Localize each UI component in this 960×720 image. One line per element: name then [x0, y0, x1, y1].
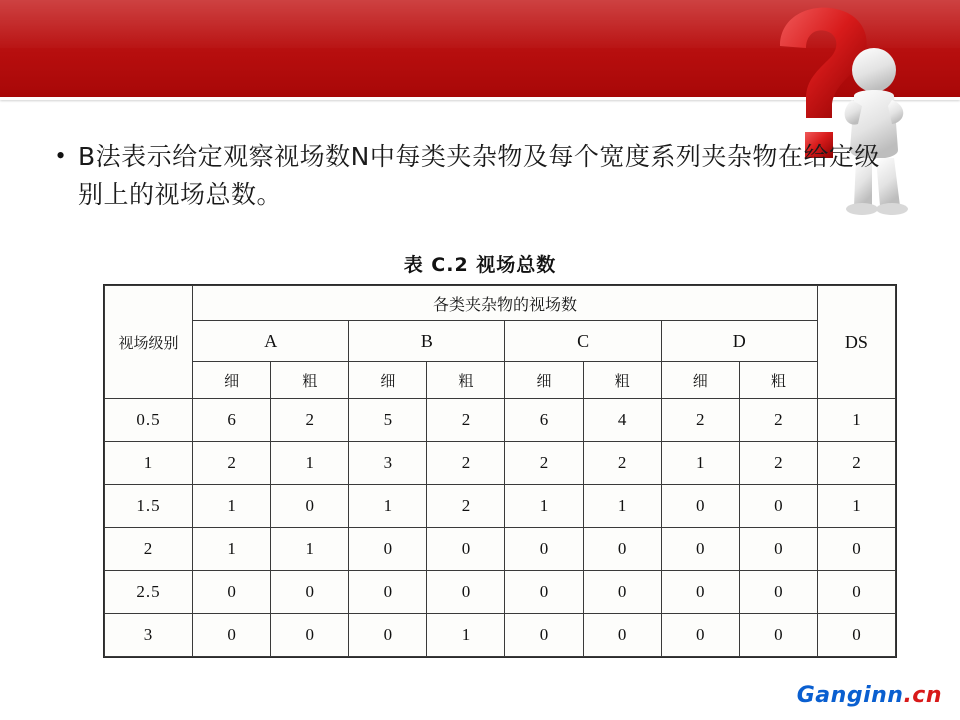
bullet-marker: • [56, 141, 66, 170]
cell: 1 [193, 528, 271, 571]
cell: 1 [271, 528, 349, 571]
row-grade: 1.5 [105, 485, 193, 528]
cell: 2 [427, 485, 505, 528]
row-grade: 0.5 [105, 399, 193, 442]
cell: 2 [271, 399, 349, 442]
cell: 1 [427, 614, 505, 657]
row-grade: 3 [105, 614, 193, 657]
cell: 0 [739, 485, 817, 528]
cell: 1 [193, 485, 271, 528]
cell: 0 [427, 528, 505, 571]
header-sub-7: 粗 [739, 362, 817, 399]
table-header-row-group [105, 286, 896, 321]
watermark-suffix: .cn [903, 683, 942, 708]
header-ds: DS [817, 286, 895, 399]
watermark [797, 683, 942, 708]
cell: 3 [349, 442, 427, 485]
cell: 2 [739, 442, 817, 485]
table-header-row-letters [105, 321, 896, 362]
cell: 0 [505, 571, 583, 614]
header-sub-6: 细 [661, 362, 739, 399]
cell: 0 [817, 571, 895, 614]
row-grade: 2 [105, 528, 193, 571]
cell: 2 [427, 442, 505, 485]
cell: 6 [193, 399, 271, 442]
cell: 1 [661, 442, 739, 485]
cell: 1 [271, 442, 349, 485]
header-group: 各类夹杂物的视场数 [193, 286, 818, 321]
table-row [105, 528, 896, 571]
cell: 2 [661, 399, 739, 442]
cell: 2 [583, 442, 661, 485]
cell: 1 [817, 399, 895, 442]
cell: 0 [427, 571, 505, 614]
cell: 0 [583, 571, 661, 614]
table-row [105, 399, 896, 442]
cell: 2 [817, 442, 895, 485]
row-grade: 1 [105, 442, 193, 485]
cell: 0 [193, 571, 271, 614]
cell: 5 [349, 399, 427, 442]
header-sub-4: 细 [505, 362, 583, 399]
cell: 0 [661, 614, 739, 657]
cell: 2 [193, 442, 271, 485]
cell: 2 [427, 399, 505, 442]
header-sub-1: 粗 [271, 362, 349, 399]
header-letter-d: D [661, 321, 817, 362]
table-row [105, 485, 896, 528]
table-row [105, 571, 896, 614]
cell: 6 [505, 399, 583, 442]
table-header-row-sub [105, 362, 896, 399]
cell: 0 [583, 614, 661, 657]
cell: 0 [739, 614, 817, 657]
cell: 0 [739, 571, 817, 614]
cell: 2 [739, 399, 817, 442]
cell: 0 [349, 614, 427, 657]
cell: 0 [661, 528, 739, 571]
table-caption: 表 C.2 视场总数 [403, 254, 557, 276]
cell: 0 [817, 614, 895, 657]
cell: 0 [505, 614, 583, 657]
cell: 1 [349, 485, 427, 528]
cell: 0 [583, 528, 661, 571]
cell: 1 [583, 485, 661, 528]
table-row [105, 442, 896, 485]
header-sub-5: 粗 [583, 362, 661, 399]
header-letter-a: A [193, 321, 349, 362]
cell: 0 [817, 528, 895, 571]
cell: 0 [505, 528, 583, 571]
bullet-paragraph [56, 138, 886, 214]
cell: 4 [583, 399, 661, 442]
cell: 0 [661, 485, 739, 528]
header-sub-3: 粗 [427, 362, 505, 399]
cell: 1 [817, 485, 895, 528]
header-sub-2: 细 [349, 362, 427, 399]
cell: 0 [271, 614, 349, 657]
cell: 0 [349, 528, 427, 571]
cell: 0 [739, 528, 817, 571]
field-total-table [104, 285, 896, 657]
cell: 0 [661, 571, 739, 614]
header-letter-c: C [505, 321, 661, 362]
cell: 2 [505, 442, 583, 485]
header-letter-b: B [349, 321, 505, 362]
header-rank: 视场级别 [105, 286, 193, 399]
cell: 0 [193, 614, 271, 657]
table-row [105, 614, 896, 657]
row-grade: 2.5 [105, 571, 193, 614]
cell: 0 [349, 571, 427, 614]
cell: 1 [505, 485, 583, 528]
cell: 0 [271, 485, 349, 528]
bullet-text: B法表示给定观察视场数N中每类夹杂物及每个宽度系列夹杂物在给定级别上的视场总数。 [78, 142, 880, 209]
header-sub-0: 细 [193, 362, 271, 399]
watermark-main: Ganginn [796, 683, 904, 708]
cell: 0 [271, 571, 349, 614]
